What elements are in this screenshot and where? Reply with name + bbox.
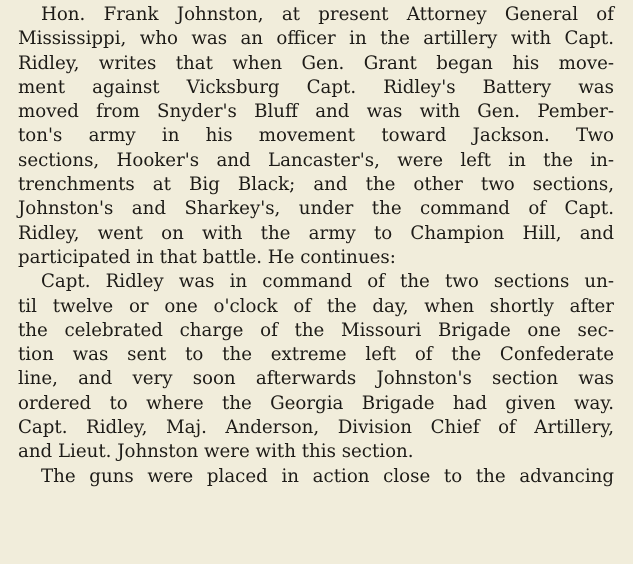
paragraph-1-line-10: Ridley, went on with the army to Champion Hill, and: [18, 222, 614, 244]
paragraph-1-line-5: moved from Snyder's Bluff and was with Gen. Pember-: [18, 101, 614, 123]
paragraph-1-line-1: Hon. Frank Johnston, at present Attorney General of: [41, 4, 614, 25]
paragraph-1-line-4: ment against Vicksburg Capt. Ridley's Battery was: [18, 76, 614, 98]
paragraph-3-line-1: The guns were placed in action close to the advancing: [41, 465, 614, 487]
paragraph-1-line-11: participated in that battle. He continues:: [18, 246, 396, 268]
paragraph-2-line-5: line, and very soon afterwards Johnston's section was: [18, 368, 614, 390]
body-text: [18, 3, 614, 489]
paragraph-1-line-9: Johnston's and Sharkey's, under the command of Capt.: [18, 198, 614, 220]
paragraph-2-line-4: tion was sent to the extreme left of the Confederate: [18, 344, 614, 366]
paragraph-2-line-3: the celebrated charge of the Missouri Brigade one sec-: [18, 319, 614, 341]
paragraph-2-line-1: Capt. Ridley was in command of the two sections un-: [41, 271, 614, 293]
paragraph-2-line-8: and Lieut. Johnston were with this section.: [18, 441, 414, 463]
paragraph-1-line-8: trenchments at Big Black; and the other two sections,: [18, 174, 614, 196]
paragraph-1-line-2: Mississippi, who was an officer in the artillery with Capt.: [18, 28, 614, 50]
paragraph-1-line-7: sections, Hooker's and Lancaster's, were left in the in-: [18, 149, 614, 171]
paragraph-1-line-6: ton's army in his movement toward Jackson. Two: [18, 125, 614, 147]
paragraph-1-line-3: Ridley, writes that when Gen. Grant began his move-: [18, 52, 614, 74]
paragraph-2-line-2: til twelve or one o'clock of the day, when shortly after: [18, 295, 614, 317]
paragraph-2-line-6: ordered to where the Georgia Brigade had given way.: [18, 392, 614, 414]
paragraph-2-line-7: Capt. Ridley, Maj. Anderson, Division Chief of Artillery,: [18, 417, 614, 439]
